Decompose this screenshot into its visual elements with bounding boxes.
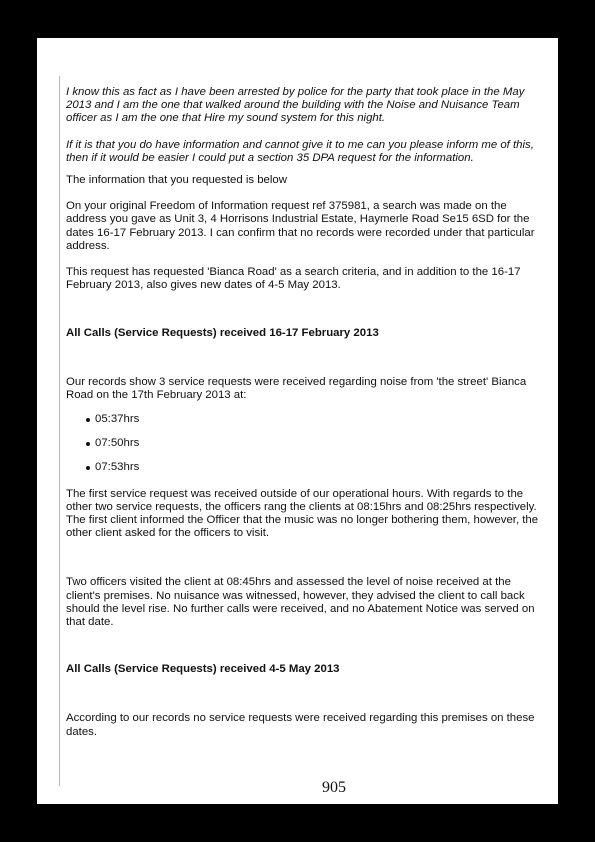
list-item-time: 05:37hrs <box>66 413 545 426</box>
margin-rule <box>59 76 60 786</box>
service-request-times-list <box>66 413 545 475</box>
paragraph-operational-hours: The first service request was received outside of our operational hours. With regards to the other two service requests, the officers rang the clients at 08:15hrs and 08:25hrs respectively. The first client informed the Officer that the music was no longer bothering them, however, the other client asked for the officers to visit. <box>66 487 539 540</box>
document-body <box>66 86 545 739</box>
paragraph-no-requests: According to our records no service requests were received regarding this premises on these dates. <box>66 712 535 738</box>
heading-february-calls: All Calls (Service Requests) received 16-17 February 2013 <box>66 327 379 340</box>
paragraph-bianca-road: This request has requested 'Bianca Road' as a search criteria, and in addition to the 16-17 February 2013, also gives new dates of 4-5 May 2013. <box>66 266 521 292</box>
paragraph-service-requests: Our records show 3 service requests were received regarding noise from 'the street' Bianca Road on the 17th February 2013 at: <box>66 375 527 401</box>
paragraph-information-intro: The information that you requested is below <box>66 174 287 187</box>
heading-may-calls: All Calls (Service Requests) received 4-5 May 2013 <box>66 663 340 676</box>
paragraph-officer-visit: Two officers visited the client at 08:45hrs and assessed the level of noise received at the client's premises. No nuisance was witnessed, however, they advised the client to call back should the level rise. No further calls were received, and no Abatement Notice was served on that date. <box>66 576 535 629</box>
page-number: 905 <box>322 779 346 796</box>
quoted-paragraph-dpa-request: If it is that you do have information and cannot give it to me can you please inform me of this, then if it would be easier I could put a section 35 DPA request for the information. <box>66 138 534 164</box>
list-item-time: 07:53hrs <box>66 461 545 474</box>
document-page <box>37 38 558 804</box>
quoted-paragraph-arrest: I know this as fact as I have been arrested by police for the party that took place in the May 2013 and I am the one that walked around the building with the Noise and Nuisance Team officer as I am the one that Hire my sound system for this night. <box>66 86 525 125</box>
list-item-time: 07:50hrs <box>66 437 545 450</box>
paragraph-original-request: On your original Freedom of Information request ref 375981, a search was made on the address you gave as Unit 3, 4 Horrisons Industrial Estate, Haymerle Road Se15 6SD for the dates 16-17 February 2013. I can confirm that no records were recorded under that particular address. <box>66 200 535 252</box>
